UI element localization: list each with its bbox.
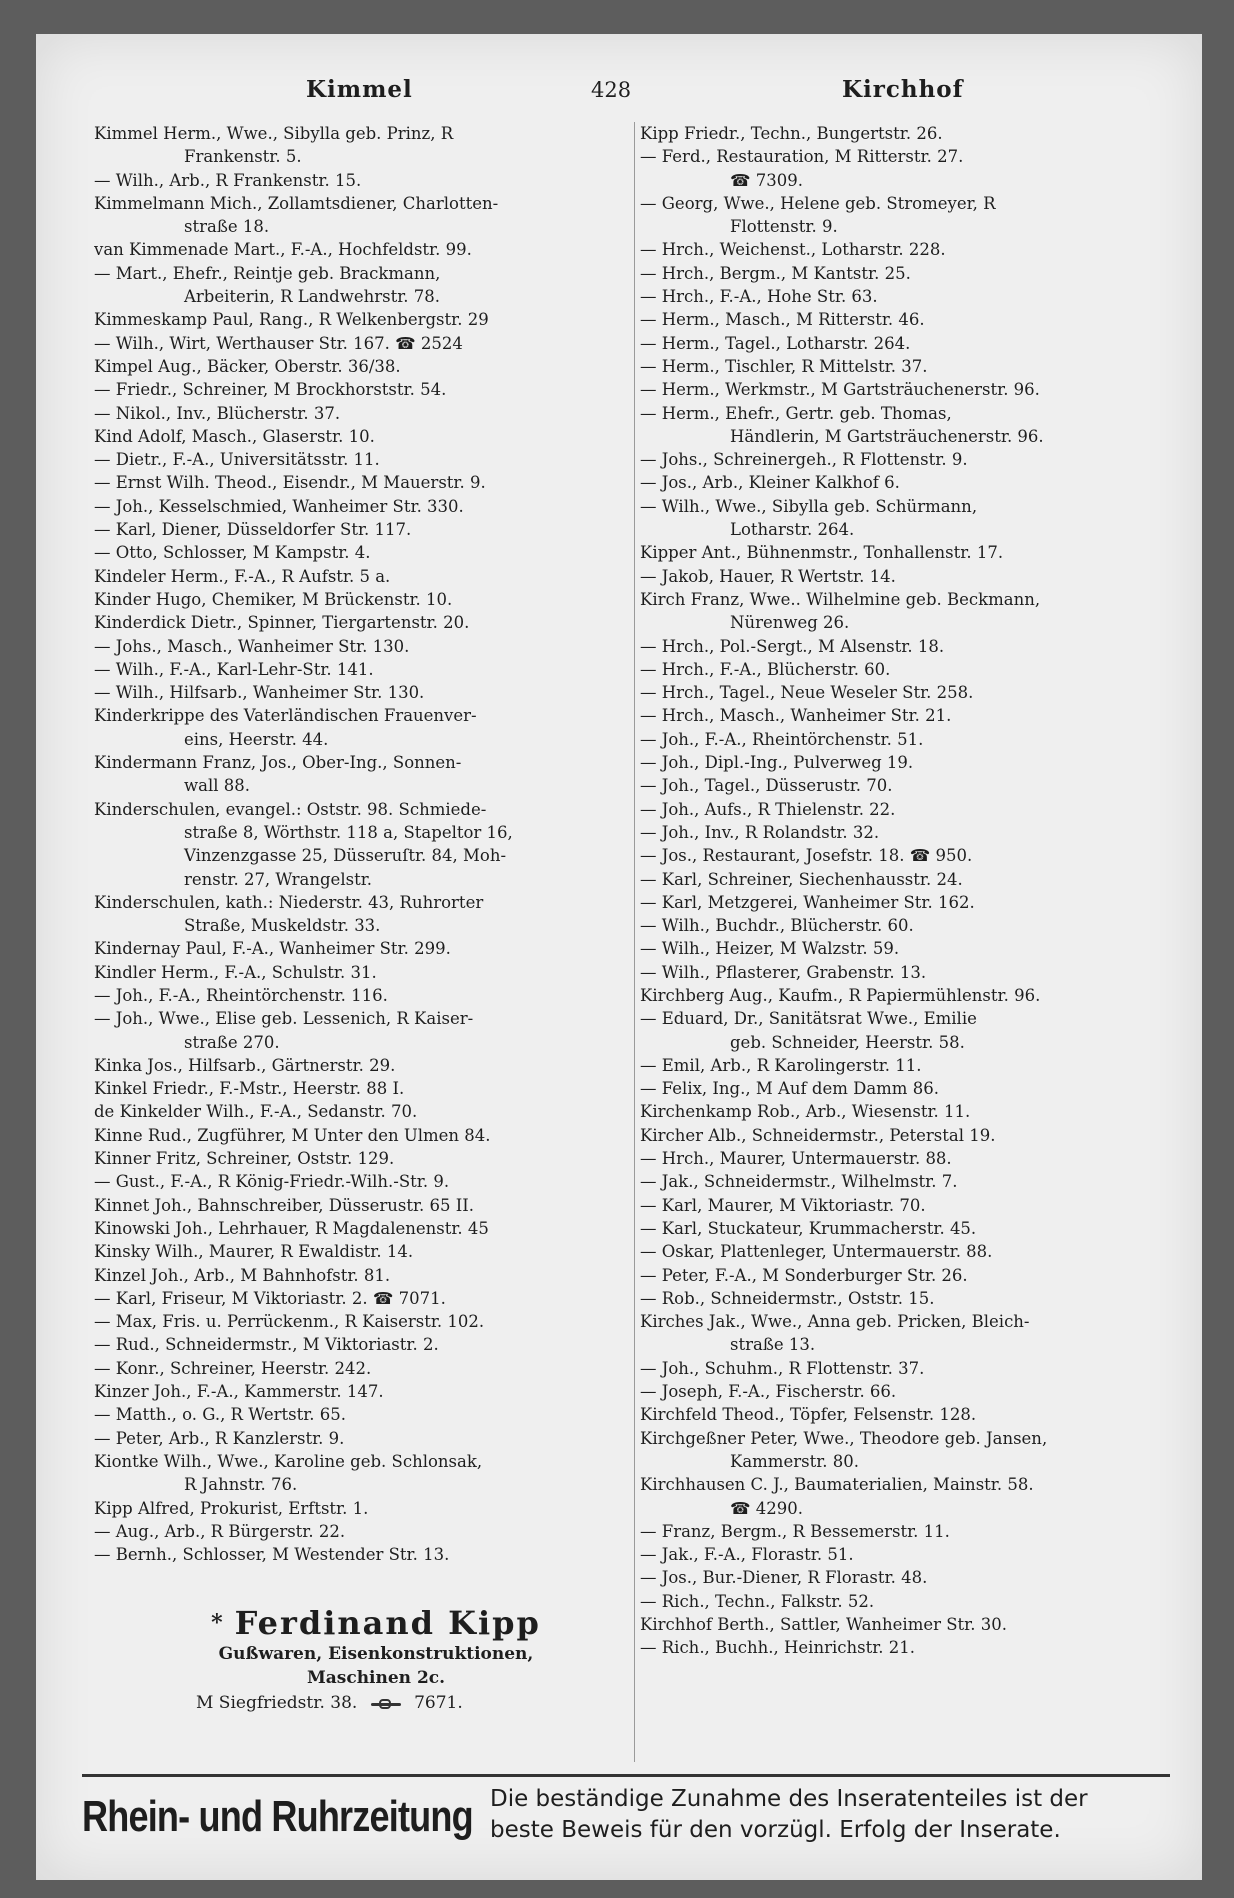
directory-entry-line: — Wilh., Arb., R Frankenstr. 15.	[94, 170, 362, 190]
directory-entry-line: Kindermann Franz, Jos., Ober-Ing., Sonnen-	[94, 753, 462, 773]
directory-entry-line: Straße, Muskeldstr. 33.	[184, 916, 381, 936]
directory-entry-line: — Bernh., Schlosser, M Westender Str. 13.	[94, 1545, 450, 1565]
directory-entry-line: — Oskar, Plattenleger, Untermauerstr. 88.	[640, 1242, 993, 1262]
directory-entry-line: — Karl, Stuckateur, Krummacherstr. 45.	[640, 1218, 977, 1238]
directory-entry-line: — Hrch., Masch., Wanheimer Str. 21.	[640, 706, 952, 726]
directory-entry-line: Kinne Rud., Zugführer, M Unter den Ulmen 84.	[94, 1125, 491, 1145]
telephone-icon	[371, 1699, 401, 1709]
ad-phone: 7671.	[414, 1693, 463, 1713]
directory-entry-line: Arbeiterin, R Landwehrstr. 78.	[184, 287, 441, 307]
directory-entry-line: straße 18.	[184, 217, 270, 237]
directory-entry-line: Kirchhausen C. J., Baumaterialien, Mainstr. 58.	[640, 1475, 1034, 1495]
directory-entry-line: Kinderschulen, kath.: Niederstr. 43, Ruhrorter	[94, 892, 484, 912]
directory-entry-line: Kammerstr. 80.	[730, 1451, 860, 1471]
newspaper-brand: Rhein- und Ruhrzeitung	[82, 1792, 473, 1841]
directory-entry-line: — Herm., Ehefr., Gertr. geb. Thomas,	[640, 403, 952, 423]
page-header	[36, 76, 1202, 116]
directory-entry-line: — Herm., Tagel., Lotharstr. 264.	[640, 333, 911, 353]
directory-entry-line: — Matth., o. G., R Wertstr. 65.	[94, 1405, 347, 1425]
directory-entry-line: Kinowski Joh., Lehrhauer, R Magdalenenstr. 45	[94, 1218, 489, 1238]
directory-entry-line: renstr. 27, Wrangelstr.	[184, 869, 373, 889]
directory-entry-line: — Hrch., F.-A., Blücherstr. 60.	[640, 659, 891, 679]
directory-entry-line: Händlerin, M Gartsträuchenerstr. 96.	[730, 426, 1044, 446]
directory-entry-line: Kinka Jos., Hilfsarb., Gärtnerstr. 29.	[94, 1055, 396, 1075]
directory-entry-line: straße 8, Wörthstr. 118 a, Stapeltor 16,	[184, 822, 513, 842]
directory-entry-line: — Jak., Schneidermstr., Wilhelmstr. 7.	[640, 1172, 958, 1192]
directory-entry-line: — Rob., Schneidermstr., Oststr. 15.	[640, 1288, 935, 1308]
kipp-advertisement	[176, 1604, 576, 1716]
directory-entry-line: — Joh., Kesselschmied, Wanheimer Str. 330.	[94, 496, 464, 516]
header-right-keyword: Kirchhof	[842, 76, 964, 103]
directory-entry-line: — Karl, Diener, Düsseldorfer Str. 117.	[94, 520, 412, 540]
directory-entry-line: — Peter, Arb., R Kanzlerstr. 9.	[94, 1428, 345, 1448]
directory-entry-line: Kinzel Joh., Arb., M Bahnhofstr. 81.	[94, 1265, 391, 1285]
directory-entry-line: — Jos., Arb., Kleiner Kalkhof 6.	[640, 473, 900, 493]
directory-entry-line: — Joh., Inv., R Rolandstr. 32.	[640, 822, 880, 842]
directory-entry-line: — Joh., Schuhm., R Flottenstr. 37.	[640, 1358, 925, 1378]
directory-entry-line: — Rud., Schneidermstr., M Viktoriastr. 2.	[94, 1335, 439, 1355]
directory-entry-line: — Hrch., F.-A., Hohe Str. 63.	[640, 287, 878, 307]
directory-entry-line: Kimmelmann Mich., Zollamtsdiener, Charlotten-	[94, 193, 499, 213]
directory-entry-line: — Rich., Techn., Falkstr. 52.	[640, 1591, 875, 1611]
directory-entry-line: — Wilh., Heizer, M Walzstr. 59.	[640, 939, 900, 959]
directory-entry-line: Kirchfeld Theod., Töpfer, Felsenstr. 128.	[640, 1405, 977, 1425]
directory-entry-line: — Rich., Buchh., Heinrichstr. 21.	[640, 1638, 916, 1658]
directory-entry-line: — Karl, Schreiner, Siechenhausstr. 24.	[640, 869, 963, 889]
directory-entry-line: — Karl, Metzgerei, Wanheimer Str. 162.	[640, 892, 975, 912]
ad-products-2: Maschinen 2c.	[306, 1668, 446, 1688]
directory-entry-line: Kiontke Wilh., Wwe., Karoline geb. Schlonsak,	[94, 1451, 483, 1471]
directory-entry-line: Kipper Ant., Bühnenmstr., Tonhallenstr. 17.	[640, 543, 1004, 563]
directory-entry-line: Kinnet Joh., Bahnschreiber, Düsserustr. 65 II.	[94, 1195, 475, 1215]
directory-entry-line: Kimpel Aug., Bäcker, Oberstr. 36/38.	[94, 356, 401, 376]
directory-entry-line: — Joh., F.-A., Rheintörchenstr. 116.	[94, 985, 388, 1005]
directory-entry-line: Kirchgeßner Peter, Wwe., Theodore geb. Jansen,	[640, 1428, 1048, 1448]
directory-entry-line: — Herm., Werkmstr., M Gartsträuchenerstr. 96.	[640, 380, 1040, 400]
directory-entry-line: — Gust., F.-A., R König-Friedr.-Wilh.-Str. 9.	[94, 1172, 450, 1192]
page-number: 428	[591, 78, 632, 102]
directory-entry-line: — Wilh., Buchdr., Blücherstr. 60.	[640, 916, 914, 936]
directory-entry-line: Frankenstr. 5.	[184, 147, 302, 167]
directory-entry-line: ☎ 7309.	[730, 170, 804, 190]
directory-entry-line: Kinderschulen, evangel.: Oststr. 98. Schmiede-	[94, 799, 487, 819]
directory-entry-line: — Eduard, Dr., Sanitätsrat Wwe., Emilie	[640, 1009, 977, 1029]
directory-entry-line: — Wilh., Hilfsarb., Wanheimer Str. 130.	[94, 683, 425, 703]
directory-entry-line: Kinder Hugo, Chemiker, M Brückenstr. 10.	[94, 589, 453, 609]
ad-company-name: Ferdinand Kipp	[234, 1604, 541, 1642]
directory-entry-line: — Hrch., Weichenst., Lotharstr. 228.	[640, 240, 946, 260]
newspaper-advertisement	[82, 1780, 1170, 1856]
newspaper-slogan	[490, 1784, 1170, 1846]
directory-entry-line: Kirch Franz, Wwe.. Wilhelmine geb. Beckmann,	[640, 589, 1041, 609]
directory-entry-line: — Friedr., Schreiner, M Brockhorststr. 54.	[94, 380, 447, 400]
slogan-line-2: beste Beweis für den vorzügl. Erfolg der Inserate.	[490, 1817, 1061, 1843]
directory-entry-line: — Konr., Schreiner, Heerstr. 242.	[94, 1358, 372, 1378]
directory-entry-line: Kindeler Herm., F.-A., R Aufstr. 5 a.	[94, 566, 391, 586]
directory-entry-line: Kipp Friedr., Techn., Bungertstr. 26.	[640, 124, 943, 143]
header-left-keyword: Kimmel	[306, 76, 413, 103]
directory-entry-line: — Max, Fris. u. Perrückenm., R Kaiserstr. 102.	[94, 1312, 485, 1332]
directory-entry-line: Kind Adolf, Masch., Glaserstr. 10.	[94, 426, 375, 446]
directory-entry-line: — Joh., Aufs., R Thielenstr. 22.	[640, 799, 896, 819]
directory-entry-line: — Hrch., Maurer, Untermauerstr. 88.	[640, 1149, 952, 1169]
directory-entry-line: — Joh., Dipl.-Ing., Pulverweg 19.	[640, 753, 914, 773]
directory-entry-line: Kirches Jak., Wwe., Anna geb. Pricken, Bleich-	[640, 1312, 1030, 1332]
directory-entry-line: de Kinkelder Wilh., F.-A., Sedanstr. 70.	[94, 1102, 418, 1122]
ad-products: Gußwaren, Eisenkonstruktionen,	[218, 1644, 534, 1664]
directory-entry-line: Kinner Fritz, Schreiner, Oststr. 129.	[94, 1149, 395, 1169]
directory-entry-line: Kinderdick Dietr., Spinner, Tiergartenstr. 20.	[94, 613, 470, 633]
directory-entry-line: — Felix, Ing., M Auf dem Damm 86.	[640, 1079, 939, 1099]
directory-entry-line: — Georg, Wwe., Helene geb. Stromeyer, R	[640, 193, 996, 213]
directory-entry-line: — Karl, Friseur, M Viktoriastr. 2. ☎ 7071.	[94, 1288, 446, 1308]
directory-entry-line: — Wilh., Wwe., Sibylla geb. Schürmann,	[640, 496, 978, 516]
directory-entry-line: — Jak., F.-A., Florastr. 51.	[640, 1545, 854, 1565]
directory-entry-line: — Hrch., Pol.-Sergt., M Alsenstr. 18.	[640, 636, 945, 656]
directory-entry-line: — Ferd., Restauration, M Ritterstr. 27.	[640, 147, 964, 167]
directory-entry-line: — Johs., Masch., Wanheimer Str. 130.	[94, 636, 410, 656]
directory-entry-line: — Johs., Schreinergeh., R Flottenstr. 9.	[640, 450, 968, 470]
directory-entry-line: R Jahnstr. 76.	[184, 1475, 298, 1495]
directory-entry-line: — Franz, Bergm., R Bessemerstr. 11.	[640, 1521, 950, 1541]
directory-entry-line: Kipp Alfred, Prokurist, Erftstr. 1.	[94, 1498, 369, 1518]
directory-entry-line: — Aug., Arb., R Bürgerstr. 22.	[94, 1521, 346, 1541]
directory-entry-line: eins, Heerstr. 44.	[184, 729, 329, 749]
directory-entry-line: — Joh., Tagel., Düsserustr. 70.	[640, 776, 893, 796]
directory-entry-line: Kirchhof Berth., Sattler, Wanheimer Str. 30.	[640, 1615, 1007, 1634]
directory-entry-line: — Emil, Arb., R Karolingerstr. 11.	[640, 1055, 922, 1075]
directory-entry-line: — Ernst Wilh. Theod., Eisendr., M Mauerstr. 9.	[94, 473, 486, 493]
directory-entry-line: Kinsky Wilh., Maurer, R Ewaldistr. 14.	[94, 1242, 414, 1262]
directory-entry-line: — Peter, F.-A., M Sonderburger Str. 26.	[640, 1265, 968, 1285]
directory-entry-line: van Kimmenade Mart., F.-A., Hochfeldstr. 99.	[94, 240, 472, 260]
directory-entry-line: Nürenweg 26.	[730, 613, 850, 633]
directory-entry-line: Vinzenzgasse 25, Düsseruſtr. 84, Moh-	[184, 846, 507, 866]
directory-entry-line: straße 270.	[184, 1032, 280, 1052]
directory-entry-line: Kinzer Joh., F.-A., Kammerstr. 147.	[94, 1382, 384, 1402]
directory-entry-line: — Dietr., F.-A., Universitätsstr. 11.	[94, 450, 380, 470]
directory-entry-line: — Mart., Ehefr., Reintje geb. Brackmann,	[94, 263, 441, 283]
directory-entry-line: — Jakob, Hauer, R Wertstr. 14.	[640, 566, 896, 586]
column-divider	[634, 122, 635, 1762]
ad-star: *	[211, 1610, 225, 1636]
bottom-rule	[82, 1774, 1170, 1777]
directory-entry-line: Kindernay Paul, F.-A., Wanheimer Str. 299.	[94, 939, 451, 959]
directory-entry-line: Kinderkrippe des Vaterländischen Frauenver-	[94, 706, 477, 726]
directory-entry-line: — Herm., Masch., M Ritterstr. 46.	[640, 310, 925, 330]
directory-entry-line: — Karl, Maurer, M Viktoriastr. 70.	[640, 1195, 926, 1215]
directory-entry-line: ☎ 4290.	[730, 1498, 804, 1518]
directory-entry-line: — Wilh., F.-A., Karl-Lehr-Str. 141.	[94, 659, 374, 679]
directory-entry-line: Kindler Herm., F.-A., Schulstr. 31.	[94, 962, 377, 982]
directory-entry-line: Kirchenkamp Rob., Arb., Wiesenstr. 11.	[640, 1102, 971, 1122]
directory-entry-line: wall 88.	[184, 776, 250, 796]
directory-entry-line: — Wilh., Pflasterer, Grabenstr. 13.	[640, 962, 927, 982]
directory-entry-line: Flottenstr. 9.	[730, 217, 838, 237]
directory-entry-line: — Jos., Bur.-Diener, R Florastr. 48.	[640, 1568, 928, 1588]
ad-address: M Siegfriedstr. 38.	[196, 1693, 358, 1713]
right-column	[640, 122, 1170, 1660]
directory-page	[36, 34, 1202, 1880]
directory-entry-line: straße 13.	[730, 1335, 816, 1355]
directory-entry-line: — Otto, Schlosser, M Kampstr. 4.	[94, 543, 371, 563]
directory-entry-line: geb. Schneider, Heerstr. 58.	[730, 1032, 965, 1052]
slogan-line-1: Die beständige Zunahme des Inseratenteiles ist der	[490, 1786, 1088, 1812]
directory-entry-line: — Hrch., Bergm., M Kantstr. 25.	[640, 263, 911, 283]
directory-entry-line: — Herm., Tischler, R Mittelstr. 37.	[640, 356, 928, 376]
directory-entry-line: — Wilh., Wirt, Werthauser Str. 167. ☎ 2524	[94, 333, 463, 353]
directory-entry-line: — Joh., Wwe., Elise geb. Lessenich, R Kaiser-	[94, 1009, 474, 1029]
directory-entry-line: Kimmel Herm., Wwe., Sibylla geb. Prinz, R	[94, 124, 454, 143]
directory-entry-line: Kircher Alb., Schneidermstr., Peterstal 19.	[640, 1125, 996, 1145]
directory-entry-line: Kimmeskamp Paul, Rang., R Welkenbergstr. 29	[94, 310, 489, 330]
directory-entry-line: — Nikol., Inv., Blücherstr. 37.	[94, 403, 341, 423]
left-column	[94, 122, 634, 1566]
directory-entry-line: — Joseph, F.-A., Fischerstr. 66.	[640, 1382, 897, 1402]
directory-entry-line: Lotharstr. 264.	[730, 520, 855, 540]
directory-entry-line: Kirchberg Aug., Kaufm., R Papiermühlenstr. 96.	[640, 985, 1041, 1005]
directory-entry-line: — Jos., Restaurant, Josefstr. 18. ☎ 950.	[640, 846, 973, 866]
directory-entry-line: — Hrch., Tagel., Neue Weseler Str. 258.	[640, 683, 974, 703]
directory-entry-line: Kinkel Friedr., F.-Mstr., Heerstr. 88 I.	[94, 1079, 405, 1099]
directory-entry-line: — Joh., F.-A., Rheintörchenstr. 51.	[640, 729, 924, 749]
